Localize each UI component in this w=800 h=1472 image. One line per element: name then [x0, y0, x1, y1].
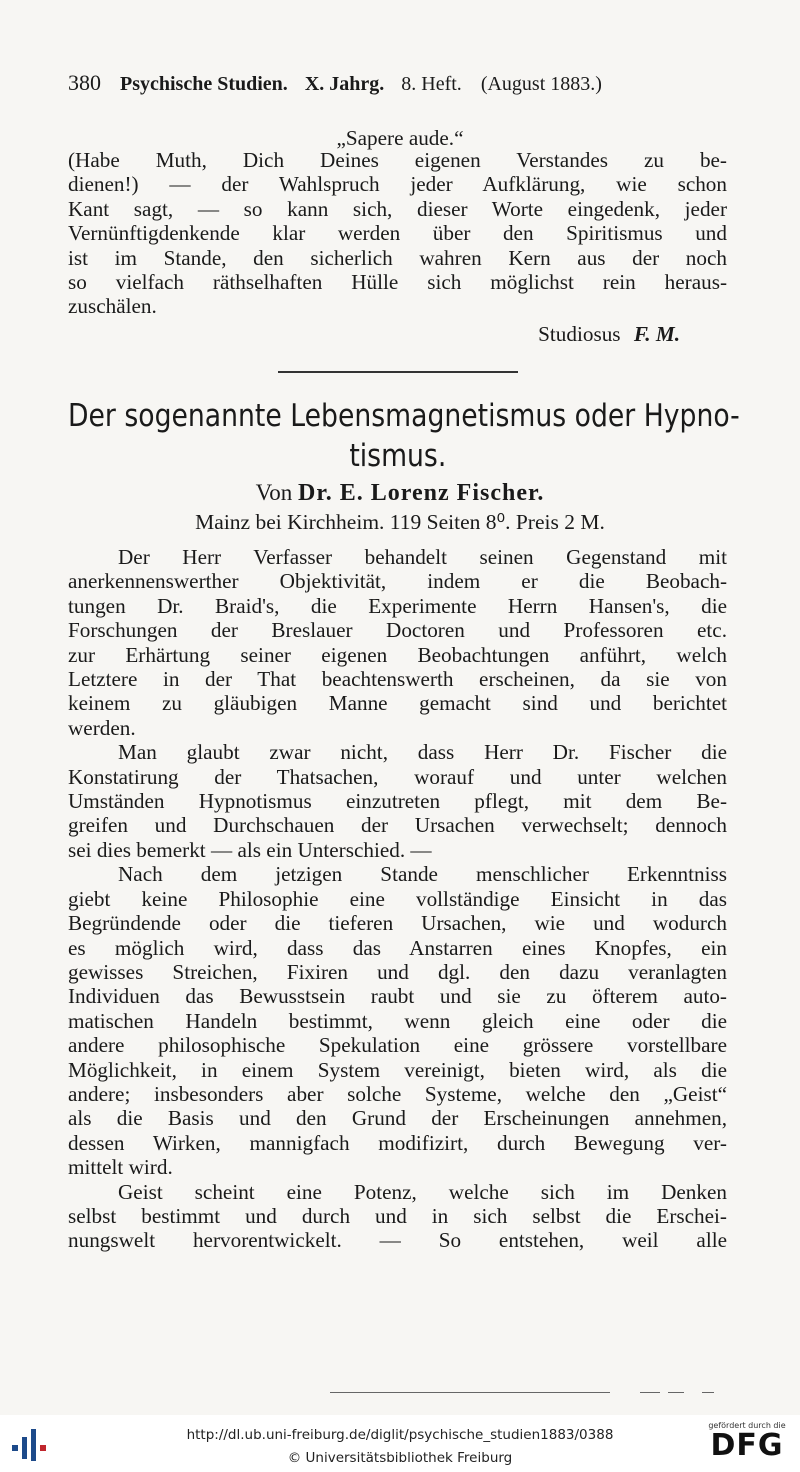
text-line: Umständen Hypnotismus einzutreten pflegt, mit dem Be- [68, 789, 727, 814]
text-line: dienen!) — der Wahlspruch jeder Aufklärung, wie schon [68, 172, 727, 197]
heading-line: Der sogenannte Lebensmagnetismus oder Hypno- [68, 398, 740, 434]
heading-line: tismus. [349, 438, 447, 474]
text-line: anerkennenswerther Objektivität, indem er die Beobach- [68, 569, 727, 594]
page-bottom-rule [668, 1392, 684, 1393]
page-bottom-rule [330, 1392, 610, 1393]
page-number: 380 [68, 70, 101, 95]
text-line: Kant sagt, — so kann sich, dieser Worte eingedenk, jeder [68, 196, 727, 221]
text-line: gewisses Streichen, Fixiren und dgl. den dazu veranlagten [68, 959, 727, 984]
text-line: (Habe Muth, Dich Deines eigenen Verstandes zu be- [68, 148, 727, 172]
text-line: giebt keine Philosophie eine vollständige Einsicht in das [68, 886, 727, 911]
text-line: so vielfach räthselhaften Hülle sich möglichst rein heraus- [68, 270, 727, 295]
signature-name: F. M. [633, 322, 680, 346]
sponsor-caption: gefördert durch die [708, 1421, 786, 1430]
text-line: Möglichkeit, in einem System vereinigt, bieten wird, als die [68, 1057, 727, 1082]
text-line: Begründende oder die tieferen Ursachen, wie und wodurch [68, 911, 727, 936]
volume: X. Jahrg. [304, 73, 385, 95]
text-line: Konstatirung der Thatsachen, worauf und unter welchen [68, 764, 727, 789]
copyright-notice: © Universitätsbibliothek Freiburg [287, 1450, 513, 1466]
issue: 8. Heft. [401, 73, 462, 95]
motto: „Sapere aude.“ [336, 126, 464, 150]
text-line: werden. [68, 715, 136, 740]
text-line: sei dies bemerkt — als ein Unterschied. — [68, 837, 432, 862]
text-line: zuschälen. [68, 294, 157, 319]
text-line: Letztere in der That beachtenswerth erscheinen, da sie von [68, 667, 727, 692]
issue-date: (August 1883.) [480, 73, 602, 95]
text-line: matischen Handeln bestimmt, wenn gleich eine oder die [68, 1008, 727, 1033]
text-line: dessen Wirken, mannigfach modifizirt, durch Bewegung ver- [68, 1130, 727, 1155]
section-divider [278, 371, 518, 373]
text-line: als die Basis und den Grund der Erscheinungen annehmen, [68, 1106, 727, 1131]
text-line: mittelt wird. [68, 1155, 173, 1180]
dfg-logo-text: DFG [710, 1428, 784, 1463]
signature-prefix: Studiosus [538, 322, 621, 346]
text-line: Nach dem jetzigen Stande menschlicher Erkenntniss [118, 862, 727, 887]
text-line: es möglich wird, dass das Anstarren eines Knopfes, ein [68, 935, 727, 960]
text-line: greifen und Durchschauen der Ursachen verwechselt; dennoch [68, 813, 727, 838]
text-line: Man glaubt zwar nicht, dass Herr Dr. Fischer die [118, 740, 727, 765]
publication-info: Mainz bei Kirchheim. 119 Seiten 8⁰. Preis 2 M. [195, 510, 605, 534]
text-line: tungen Dr. Braid's, die Experimente Herrn Hansen's, die [68, 593, 727, 618]
digitization-footer [0, 1415, 800, 1472]
page-bottom-rule [640, 1392, 660, 1393]
journal-title: Psychische Studien. [120, 73, 288, 95]
body-text [68, 545, 727, 1253]
text-line: Vernünftigdenkende klar werden über den Spiritismus und [68, 221, 727, 246]
page-bottom-rule [702, 1392, 714, 1393]
text-line: zur Erhärtung seiner eigenen Beobachtungen anführt, welch [68, 642, 727, 667]
text-line: ist im Stande, den sicherlich wahren Kern aus der noch [68, 245, 727, 270]
article-heading [68, 396, 740, 476]
signature [538, 322, 680, 347]
text-line: nungswelt hervorentwickelt. — So entstehen, weil alle [68, 1228, 727, 1253]
byline [0, 480, 800, 507]
text-line: selbst bestimmt und durch und in sich selbst die Erschei- [68, 1203, 727, 1228]
permalink-url[interactable]: http://dl.ub.uni-freiburg.de/diglit/psychische_studien1883/0388 [186, 1427, 614, 1443]
byline-prefix: Von [255, 480, 293, 505]
text-line: Geist scheint eine Potenz, welche sich im Denken [118, 1179, 727, 1204]
dfg-logo [702, 1421, 792, 1469]
text-line: Forschungen der Breslauer Doctoren und Professoren etc. [68, 618, 727, 643]
running-header [68, 70, 708, 96]
author-name: Dr. E. Lorenz Fischer. [297, 480, 545, 506]
text-line: andere; insbesonders aber solche Systeme, welche den „Geist“ [68, 1081, 727, 1106]
text-line: keinem zu gläubigen Manne gemacht sind und berichtet [68, 691, 727, 716]
intro-paragraph [68, 148, 727, 319]
text-line: Der Herr Verfasser behandelt seinen Gegenstand mit [118, 545, 727, 569]
text-line: andere philosophische Spekulation eine grössere vorstellbare [68, 1033, 727, 1058]
text-line: Individuen das Bewusstsein raubt und sie zu öfterem auto- [68, 984, 727, 1009]
